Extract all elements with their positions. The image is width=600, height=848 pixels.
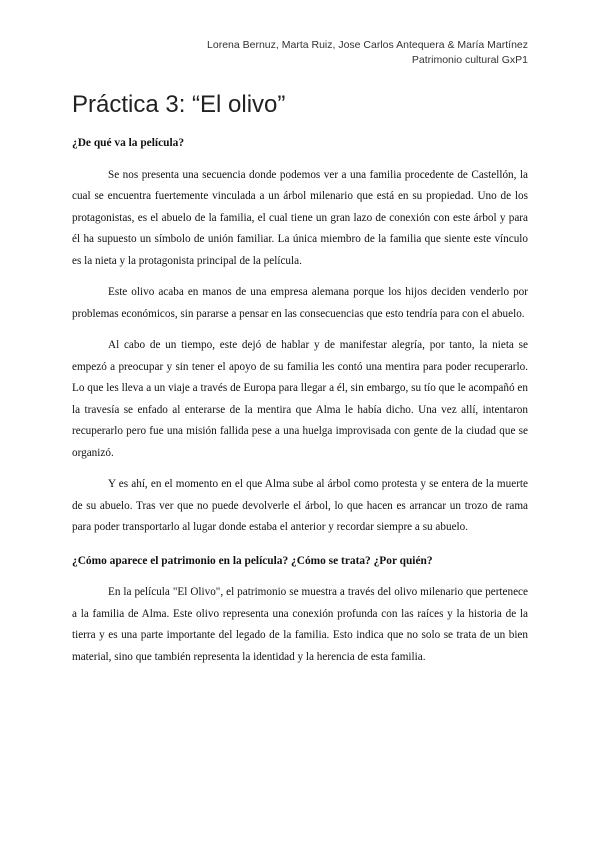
paragraph: En la película "El Olivo", el patrimonio se muestra a través del olivo milenario que pertenece a la familia de Alma. Este olivo representa una conexión profunda con las raíces y la historia de la tierra y es una parte importante del legado de la familia. Esto indica que no solo se trata de un bien material, sino que también representa la identidad y la herencia de esta familia.: [72, 586, 528, 663]
paragraph: Al cabo de un tiempo, este dejó de hablar y de manifestar alegría, por tanto, la nieta se empezó a preocupar y sin tener el apoyo de su familia les contó una mentira para poder recuperarlo. Lo que les lleva a un viaje a través de Europa para llegar a él, sin embargo, su tío que le acompañó en la travesía se enfado al enterarse de la mentira que Alma le había dicho. Una vez allí, intentaron recuperarlo pero fue una misión fallida pese a una huelga improvisada con gente de la ciudad que se organizó.: [72, 339, 528, 459]
section-heading: ¿De qué va la película?: [72, 137, 185, 149]
document-title: Práctica 3: “El olivo”: [72, 91, 286, 118]
header-course: Patrimonio cultural GxP1: [411, 54, 528, 66]
header-authors: Lorena Bernuz, Marta Ruiz, Jose Carlos Antequera & María Martínez: [207, 39, 528, 51]
section-heading: ¿Cómo aparece el patrimonio en la película? ¿Cómo se trata? ¿Por quién?: [72, 554, 433, 567]
paragraph: Se nos presenta una secuencia donde podemos ver a una familia procedente de Castellón, la cual se encuentra fuertemente vinculada a un árbol milenario que está en su propiedad. Uno de los protagonistas, es el abuelo de la familia, el cual tiene un gran lazo de conexión con este árbol y para él ha supuesto un símbolo de unión familiar. La única miembro de la familia que siente este vínculo es la nieta y la protagonista principal de la película.: [72, 168, 528, 267]
paragraph: Y es ahí, en el momento en el que Alma sube al árbol como protesta y se entera de la muerte de su abuelo. Tras ver que no puede devolverle el árbol, lo que hacen es arrancar un trozo de rama para poder transportarlo al lugar donde estaba el anterior y recordar siempre a su abuelo.: [72, 478, 528, 533]
page-header: [207, 38, 528, 68]
document-body: [72, 133, 528, 678]
paragraph: Este olivo acaba en manos de una empresa alemana porque los hijos deciden venderlo por problemas económicos, sin pararse a pensar en las consecuencias que esto tendría para con el abuelo.: [72, 286, 528, 320]
